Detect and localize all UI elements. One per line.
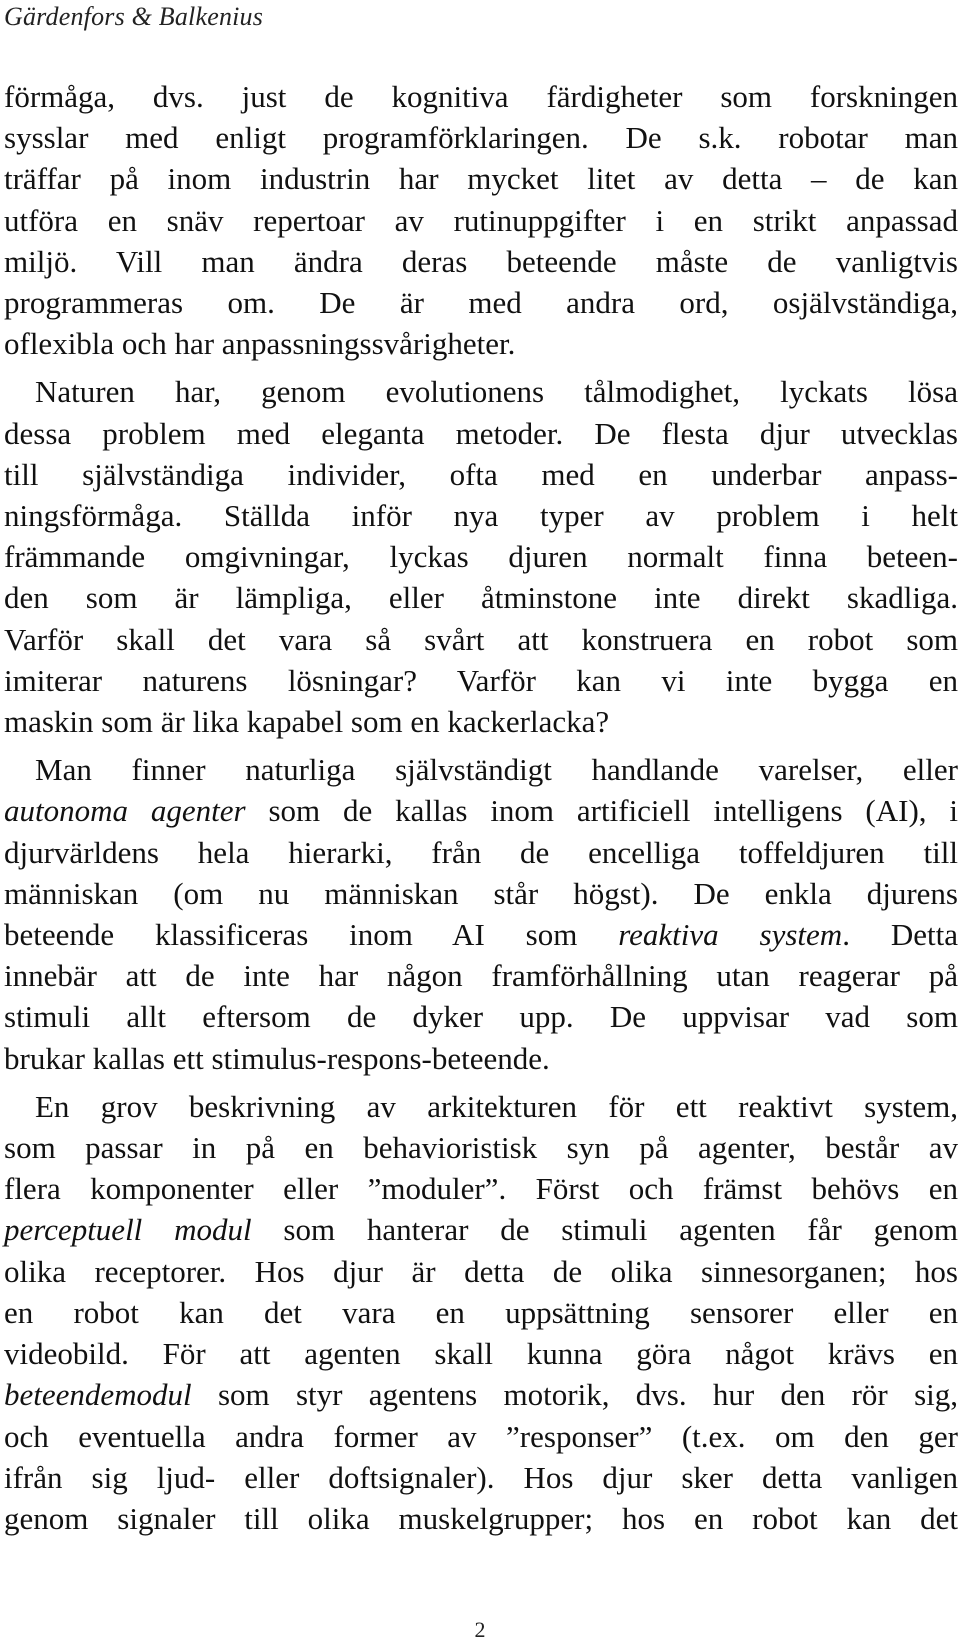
text-line — [4, 914, 958, 955]
paragraph-2 — [4, 371, 958, 742]
text-line: ifrån sig ljud- eller doftsignaler). Hos djur sker detta vanligen — [4, 1459, 958, 1495]
text-line — [4, 749, 958, 790]
paragraph-3 — [4, 749, 958, 1079]
text-line: dessa problem med eleganta metoder. De flesta djur utvecklas — [4, 415, 958, 451]
text-line — [4, 1209, 958, 1250]
text-line: utföra en snäv repertoar av rutinuppgifter i en strikt anpassad — [4, 202, 958, 238]
text-line: genom signaler till olika muskelgrupper; hos en robot kan det — [4, 1500, 958, 1536]
text-line — [4, 371, 958, 412]
term-beteendemodul: beteendemodul — [4, 1377, 192, 1413]
text-line: videobild. För att agenten skall kunna göra något krävs en — [4, 1336, 958, 1372]
text-line: träffar på inom industrin har mycket litet av detta – de kan — [4, 161, 958, 197]
text-line: maskin som är lika kapabel som en kackerlacka? — [4, 704, 610, 740]
text-line — [4, 1374, 958, 1415]
text-run: som styr agentens motorik, dvs. hur den rör sig, — [191, 1377, 958, 1413]
text-line: en robot kan det vara en uppsättning sensorer eller en — [4, 1294, 958, 1330]
text-run: beteende klassificeras inom AI som — [4, 917, 619, 953]
page-number: 2 — [474, 1617, 486, 1642]
text-run: En grov beskrivning av arkitekturen för ett reaktivt system, — [35, 1088, 958, 1124]
text-line: främmande omgivningar, lyckas djuren normalt finna beteen- — [4, 539, 958, 575]
text-line: sysslar med enligt programförklaringen. De s.k. robotar man — [4, 120, 958, 156]
term-reaktiva-system: reaktiva system — [618, 917, 843, 953]
running-head: Gärdenfors & Balkenius — [4, 2, 264, 31]
text-line: imiterar naturens lösningar? Varför kan vi inte bygga en — [4, 662, 958, 698]
paragraph-1 — [4, 76, 958, 364]
text-line: brukar kallas ett stimulus-respons-beteende. — [4, 1040, 550, 1076]
text-line: programmeras om. De är med andra ord, osjälvständiga, — [4, 285, 958, 321]
text-line: förmåga, dvs. just de kognitiva färdigheter som forskningen — [4, 79, 958, 114]
text-line: olika receptorer. Hos djur är detta de olika sinnesorganen; hos — [4, 1253, 958, 1289]
term-autonoma-agenter: autonoma agenter — [4, 793, 246, 829]
text-line: den som är lämpliga, eller åtminstone inte direkt skadliga. — [4, 580, 958, 616]
text-line: ningsförmåga. Ställda inför nya typer av problem i helt — [4, 498, 958, 534]
text-run: som hanterar de stimuli agenten får genom — [251, 1212, 958, 1248]
text-line: stimuli allt eftersom de dyker upp. De uppvisar vad som — [4, 999, 958, 1035]
body-text — [4, 76, 958, 1539]
text-line: människan (om nu människan står högst). De enkla djurens — [4, 875, 958, 911]
text-line: oflexibla och har anpassningssvårigheter. — [4, 326, 516, 362]
text-run: som de kallas inom artificiell intelligens (AI), i — [245, 793, 959, 829]
text-line: innebär att de inte har någon framförhållning utan reagerar på — [4, 958, 958, 994]
text-run: . Detta — [842, 917, 958, 953]
text-line — [4, 790, 958, 831]
text-line: miljö. Vill man ändra deras beteende måste de vanligtvis — [4, 243, 958, 279]
text-line: till självständiga individer, ofta med en underbar anpass- — [4, 456, 958, 492]
text-line: flera komponenter eller ”moduler”. Först och främst behövs en — [4, 1171, 958, 1207]
term-perceptuell-modul: perceptuell modul — [4, 1212, 252, 1248]
text-line — [4, 1086, 958, 1127]
text-line: djurvärldens hela hierarki, från de encelliga toffeldjuren till — [4, 834, 958, 870]
text-line: som passar in på en behavioristisk syn på agenter, består av — [4, 1130, 958, 1166]
text-line: och eventuella andra former av ”responser” (t.ex. om den ger — [4, 1418, 958, 1454]
text-line: Varför skall det vara så svårt att konstruera en robot som — [4, 621, 958, 657]
text-run: Man finner naturliga självständigt handlande varelser, eller — [35, 752, 958, 788]
paragraph-4 — [4, 1086, 958, 1539]
text-run: Naturen har, genom evolutionens tålmodighet, lyckats lösa — [35, 374, 958, 410]
